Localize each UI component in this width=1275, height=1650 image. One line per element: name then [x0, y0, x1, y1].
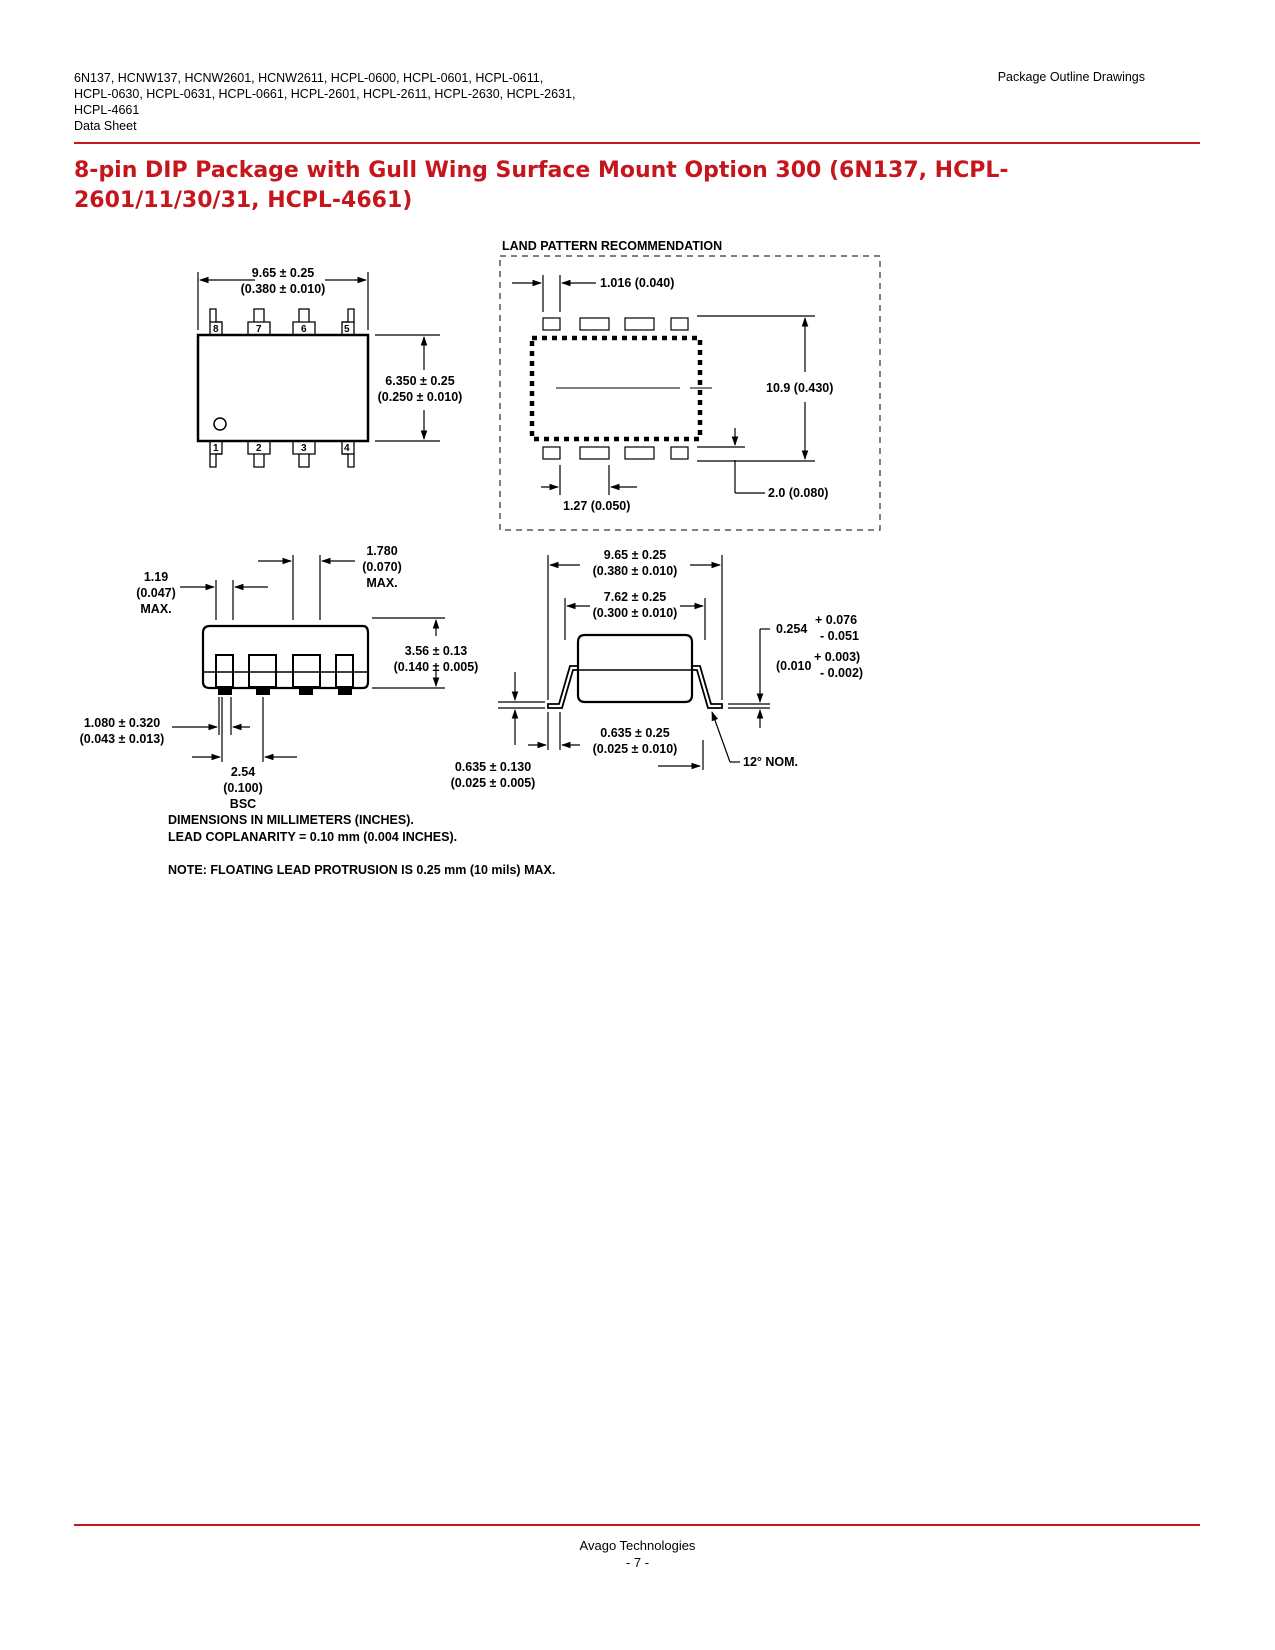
dim-thickness-in-plus: + 0.003) [814, 650, 861, 664]
header-section: Package Outline Drawings [997, 70, 1145, 84]
dim-foot-mm: 0.635 ± 0.25 [600, 726, 670, 740]
dim-pitch-l2: (0.100) [223, 781, 263, 795]
pin-label: 2 [256, 443, 262, 454]
dim-shoulder-l2: (0.070) [362, 560, 402, 574]
page-title: 8-pin DIP Package with Gull Wing Surface Mount Option 300 (6N137, HCPL-2601/11/30/31, HCPL-4661) [74, 158, 1009, 213]
dim-lead-width-in: (0.043 ± 0.013) [79, 732, 165, 746]
footer-rule [74, 1524, 1200, 1526]
note-protrusion: NOTE: FLOATING LEAD PROTRUSION IS 0.25 mm (10 mils) MAX. [168, 863, 556, 877]
header-doc-type: Data Sheet [74, 119, 137, 133]
end-view-body [578, 635, 692, 702]
land-pattern-title: LAND PATTERN RECOMMENDATION [502, 239, 723, 253]
end-view [451, 548, 863, 790]
dim-thickness-nom: 0.254 [776, 622, 808, 636]
dim-thickness-in-minus: - 0.002) [820, 666, 864, 680]
top-view-body [198, 335, 368, 441]
dim-shoulder-l1: 1.780 [366, 544, 398, 558]
dim-land-total-height: 10.9 (0.430) [766, 381, 834, 395]
drawing-notes [168, 812, 555, 879]
pin-label: 7 [256, 324, 262, 335]
side-view [80, 544, 479, 811]
note-coplanarity: LEAD COPLANARITY = 0.10 mm (0.004 INCHES). [168, 830, 458, 844]
dim-pitch-l1: 2.54 [230, 765, 256, 779]
dim-pad-length: 2.0 (0.080) [768, 486, 829, 500]
dim-lead-angle: 12° NOM. [743, 755, 799, 769]
footer-page-number: - 7 - [625, 1555, 650, 1570]
dim-land-pitch: 1.27 (0.050) [563, 499, 631, 513]
pin-label: 8 [213, 324, 219, 335]
note-units: DIMENSIONS IN MILLIMETERS (INCHES). [168, 813, 414, 827]
footer-company: Avago Technologies [579, 1538, 696, 1553]
land-pattern [500, 239, 880, 530]
dim-side-height-mm: 3.56 ± 0.13 [404, 644, 468, 658]
dim-pad-width: 1.016 (0.040) [600, 276, 675, 290]
dim-top-width-in: (0.380 ± 0.010) [240, 282, 326, 296]
bottom-pins [210, 441, 354, 467]
pin-label: 5 [344, 324, 350, 335]
dim-lead-max-l1: 1.19 [143, 570, 169, 584]
top-view [198, 266, 462, 467]
dim-foot-in: (0.025 ± 0.010) [592, 742, 678, 756]
dim-standoff-mm: 0.635 ± 0.130 [454, 760, 532, 774]
pin-label: 1 [213, 443, 219, 454]
dim-thickness-plus: + 0.076 [815, 613, 858, 627]
dim-lead-width-mm: 1.080 ± 0.320 [83, 716, 161, 730]
header-part-line: 6N137, HCNW137, HCNW2601, HCNW2611, HCPL-0600, HCPL-0601, HCPL-0611, [74, 71, 544, 85]
footer [0, 1537, 1275, 1571]
dim-thickness-minus: - 0.051 [820, 629, 859, 643]
dim-thickness-in-nom: (0.010 [776, 659, 812, 673]
pin-label: 6 [301, 324, 307, 335]
side-view-body [203, 626, 368, 688]
dim-top-height-in: (0.250 ± 0.010) [377, 390, 463, 404]
dim-lead-max-l3: MAX. [140, 602, 172, 616]
header-part-line: HCPL-0630, HCPL-0631, HCPL-0661, HCPL-2601, HCPL-2611, HCPL-2630, HCPL-2631, [74, 87, 576, 101]
top-pins [210, 309, 354, 335]
dim-end-overall-in: (0.380 ± 0.010) [592, 564, 678, 578]
header-part-line: HCPL-4661 [74, 103, 140, 117]
pin-label: 3 [301, 443, 307, 454]
dim-pitch-l3: BSC [229, 797, 257, 811]
pin1-marker [214, 418, 226, 430]
dim-end-row-in: (0.300 ± 0.010) [592, 606, 678, 620]
dim-top-height-mm: 6.350 ± 0.25 [385, 374, 455, 388]
pin-label: 4 [344, 443, 350, 454]
dim-end-overall-mm: 9.65 ± 0.25 [603, 548, 667, 562]
dim-top-width-mm: 9.65 ± 0.25 [251, 266, 315, 280]
end-view-lead-right [692, 666, 722, 708]
dim-side-height-in: (0.140 ± 0.005) [393, 660, 479, 674]
dim-end-row-mm: 7.62 ± 0.25 [603, 590, 667, 604]
dim-shoulder-l3: MAX. [366, 576, 398, 590]
end-view-lead-left [548, 666, 578, 708]
dim-lead-max-l2: (0.047) [136, 586, 176, 600]
dim-standoff-in: (0.025 ± 0.005) [450, 776, 536, 790]
